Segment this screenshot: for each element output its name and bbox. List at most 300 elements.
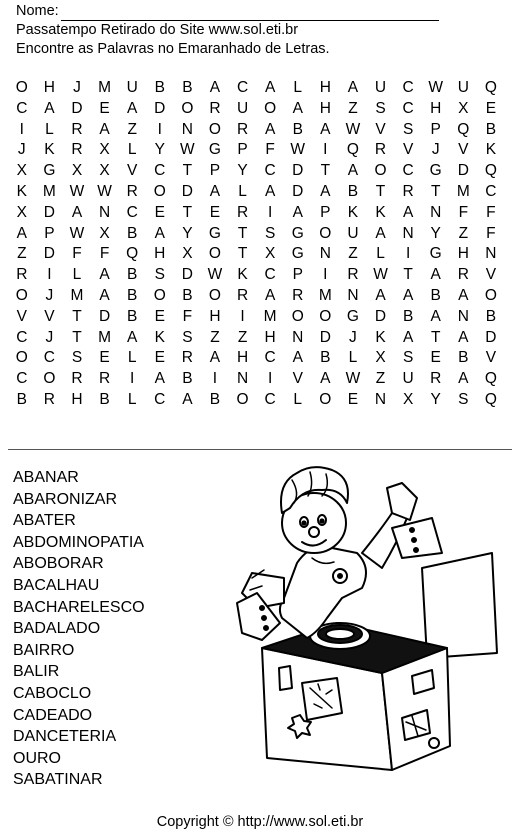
grid-letter[interactable]: F xyxy=(486,203,496,221)
grid-letter[interactable]: O xyxy=(15,79,28,96)
grid-letter[interactable]: W xyxy=(97,182,112,200)
grid-letter[interactable]: R xyxy=(402,182,414,200)
grid-letter[interactable]: Q xyxy=(484,162,497,180)
grid-letter[interactable]: R xyxy=(236,120,249,138)
grid-letter[interactable]: N xyxy=(292,328,304,346)
grid-letter[interactable]: H xyxy=(264,328,276,346)
grid-letter[interactable]: M xyxy=(98,328,112,346)
grid-letter[interactable]: D xyxy=(154,99,166,117)
grid-letter[interactable]: O xyxy=(15,286,28,304)
grid-letter[interactable]: B xyxy=(127,266,138,284)
grid-letter[interactable]: D xyxy=(292,182,304,200)
grid-letter[interactable]: F xyxy=(486,224,496,242)
grid-letter[interactable]: I xyxy=(267,203,273,221)
grid-letter[interactable]: A xyxy=(375,286,386,304)
copyright-footer: Copyright © http://www.sol.eti.br xyxy=(156,814,364,830)
grid-letter[interactable]: R xyxy=(71,141,83,159)
grid-letter[interactable]: K xyxy=(375,328,386,346)
grid-letter[interactable]: S xyxy=(458,390,469,408)
grid-letter[interactable]: P xyxy=(292,266,303,284)
grid-letter[interactable]: B xyxy=(347,182,359,200)
grid-letter[interactable]: E xyxy=(154,307,165,325)
grid-letter[interactable]: O xyxy=(374,162,387,180)
grid-letter[interactable]: V xyxy=(16,307,27,325)
grid-letter[interactable]: A xyxy=(127,99,138,117)
grid-letter[interactable]: H xyxy=(209,307,221,325)
grid-letter[interactable]: M xyxy=(98,79,112,96)
grid-letter[interactable]: O xyxy=(291,307,304,325)
grid-letter[interactable]: A xyxy=(209,79,221,96)
grid-letter[interactable]: C xyxy=(402,79,414,96)
grid-letter[interactable]: Z xyxy=(348,245,358,263)
grid-letter[interactable]: B xyxy=(182,370,193,388)
grid-letter[interactable]: Q xyxy=(484,370,497,388)
grid-letter[interactable]: R xyxy=(457,266,469,284)
grid-letter[interactable]: O xyxy=(153,286,166,304)
grid-letter[interactable]: T xyxy=(403,266,413,284)
word-list-item: ABATER xyxy=(13,512,76,530)
name-row xyxy=(16,2,439,21)
grid-letter[interactable]: C xyxy=(16,328,28,346)
grid-letter[interactable]: H xyxy=(43,79,55,96)
grid-letter[interactable]: I xyxy=(47,266,52,284)
grid-letter[interactable]: E xyxy=(485,99,497,117)
grid-letter[interactable]: R xyxy=(98,370,111,388)
grid-letter[interactable]: R xyxy=(374,141,387,159)
grid-letter[interactable]: A xyxy=(264,182,276,200)
grid-letter[interactable]: Q xyxy=(457,120,470,138)
grid-letter[interactable]: P xyxy=(44,224,55,242)
grid-letter[interactable]: A xyxy=(320,370,331,388)
grid-letter[interactable]: A xyxy=(16,224,27,242)
grid-letter[interactable]: D xyxy=(181,182,193,200)
grid-letter[interactable]: A xyxy=(430,307,441,325)
grid-letter[interactable]: E xyxy=(154,349,165,367)
grid-letter[interactable]: F xyxy=(99,245,110,263)
grid-letter[interactable]: P xyxy=(209,162,221,180)
grid-letter[interactable]: X xyxy=(99,162,110,180)
grid-letter[interactable]: U xyxy=(126,79,138,96)
grid-letter[interactable]: A xyxy=(320,120,331,138)
grid-letter[interactable]: B xyxy=(402,307,414,325)
grid-letter[interactable]: H xyxy=(457,245,469,263)
grid-letter[interactable]: R xyxy=(236,203,249,221)
grid-letter[interactable]: O xyxy=(319,307,332,325)
grid-letter[interactable]: T xyxy=(430,328,441,346)
grid-letter[interactable]: Q xyxy=(346,141,359,159)
grid-letter[interactable]: R xyxy=(236,286,249,304)
grid-letter[interactable]: A xyxy=(347,79,359,96)
grid-letter[interactable]: N xyxy=(181,120,193,138)
grid-letter[interactable]: G xyxy=(208,141,221,159)
grid-letter[interactable]: G xyxy=(291,224,304,242)
grid-letter[interactable]: T xyxy=(375,182,386,200)
grid-letter[interactable]: I xyxy=(130,370,135,388)
grid-letter[interactable]: X xyxy=(99,141,110,159)
grid-letter[interactable]: N xyxy=(374,390,387,408)
section-divider xyxy=(8,449,512,450)
grid-letter[interactable]: M xyxy=(318,286,332,304)
grid-letter[interactable]: B xyxy=(430,286,441,304)
grid-letter[interactable]: C xyxy=(264,349,276,367)
grid-letter[interactable]: N xyxy=(319,245,331,263)
grid-letter[interactable]: L xyxy=(238,182,247,200)
grid-letter[interactable]: S xyxy=(402,120,414,138)
grid-letter[interactable]: W xyxy=(345,370,361,388)
grid-letter[interactable]: W xyxy=(69,224,85,242)
grid-letter[interactable]: C xyxy=(154,162,166,180)
grid-letter[interactable]: Z xyxy=(210,328,220,346)
grid-letter[interactable]: K xyxy=(375,203,386,221)
grid-letter[interactable]: O xyxy=(153,182,166,200)
grid-letter[interactable]: E xyxy=(347,390,359,408)
grid-letter[interactable]: V xyxy=(127,162,138,180)
grid-letter[interactable]: O xyxy=(15,349,28,367)
grid-letter[interactable]: X xyxy=(99,224,110,242)
grid-letter[interactable]: A xyxy=(99,286,110,304)
grid-letter[interactable]: X xyxy=(182,245,193,263)
grid-letter[interactable]: H xyxy=(71,390,83,408)
grid-letter[interactable]: O xyxy=(264,99,277,117)
grid-letter[interactable]: L xyxy=(127,390,137,408)
grid-letter[interactable]: D xyxy=(71,99,83,117)
grid-letter[interactable]: S xyxy=(154,266,165,284)
grid-letter[interactable]: M xyxy=(42,182,56,200)
grid-letter[interactable]: A xyxy=(99,120,110,138)
grid-letter[interactable]: X xyxy=(71,162,83,180)
grid-letter[interactable]: W xyxy=(180,141,195,159)
grid-letter[interactable]: P xyxy=(320,203,331,221)
grid-letter[interactable]: O xyxy=(319,224,332,242)
grid-letter[interactable]: I xyxy=(240,307,245,325)
grid-letter[interactable]: E xyxy=(209,203,221,221)
grid-letter[interactable]: D xyxy=(292,162,304,180)
grid-letter[interactable]: D xyxy=(485,328,497,346)
grid-letter[interactable]: O xyxy=(236,390,249,408)
grid-letter[interactable]: O xyxy=(43,370,56,388)
grid-letter[interactable]: N xyxy=(485,245,497,263)
grid-letter[interactable]: L xyxy=(127,141,137,159)
grid-letter[interactable]: S xyxy=(375,99,386,117)
grid-letter[interactable]: I xyxy=(267,370,273,388)
grid-letter[interactable]: G xyxy=(291,245,304,263)
grid-letter[interactable]: A xyxy=(458,328,469,346)
grid-letter[interactable]: J xyxy=(431,141,440,159)
grid-letter[interactable]: X xyxy=(375,349,386,367)
grid-letter[interactable]: Q xyxy=(484,79,497,96)
word-list-item: BACALHAU xyxy=(13,576,100,594)
grid-letter[interactable]: G xyxy=(43,162,56,180)
grid-letter[interactable]: C xyxy=(16,99,28,117)
grid-letter[interactable]: U xyxy=(402,370,414,388)
word-list-item: DANCETERIA xyxy=(13,728,117,746)
grid-letter[interactable]: X xyxy=(16,162,27,180)
grid-letter[interactable]: T xyxy=(182,162,193,180)
grid-letter[interactable]: C xyxy=(43,349,55,367)
grid-letter[interactable]: R xyxy=(181,349,193,367)
grid-letter[interactable]: A xyxy=(264,120,276,138)
grid-letter[interactable]: S xyxy=(71,349,83,367)
grid-letter[interactable]: O xyxy=(208,286,221,304)
grid-letter[interactable]: R xyxy=(71,370,83,388)
grid-letter[interactable]: I xyxy=(323,266,328,284)
grid-letter[interactable]: A xyxy=(99,266,110,284)
grid-letter[interactable]: J xyxy=(45,328,54,346)
grid-letter[interactable]: C xyxy=(264,390,276,408)
grid-letter[interactable]: H xyxy=(430,99,442,117)
grid-letter[interactable]: D xyxy=(457,162,469,180)
grid-letter[interactable]: V xyxy=(292,370,303,388)
grid-letter[interactable]: U xyxy=(374,79,387,96)
grid-letter[interactable]: D xyxy=(374,307,387,325)
grid-letter[interactable]: O xyxy=(181,99,194,117)
grid-letter[interactable]: T xyxy=(320,162,331,180)
grid-letter[interactable]: L xyxy=(293,79,303,96)
grid-letter[interactable]: A xyxy=(182,390,193,408)
grid-letter[interactable]: H xyxy=(319,79,331,96)
grid-letter[interactable]: Z xyxy=(348,99,358,117)
grid-letter[interactable]: Y xyxy=(430,224,441,242)
grid-letter[interactable]: B xyxy=(127,224,138,242)
grid-letter[interactable]: G xyxy=(346,307,359,325)
grid-letter[interactable]: O xyxy=(208,120,221,138)
grid-letter[interactable]: Q xyxy=(484,390,497,408)
grid-letter[interactable]: J xyxy=(73,79,81,96)
grid-letter[interactable]: A xyxy=(458,286,469,304)
grid-letter[interactable]: V xyxy=(375,120,386,138)
grid-letter[interactable]: A xyxy=(320,182,331,200)
grid-letter[interactable]: T xyxy=(72,307,82,325)
grid-letter[interactable]: A xyxy=(402,328,414,346)
grid-letter[interactable]: H xyxy=(319,99,331,117)
grid-letter[interactable]: Y xyxy=(154,141,165,159)
grid-letter[interactable]: B xyxy=(320,349,331,367)
grid-letter[interactable]: A xyxy=(127,328,138,346)
grid-letter[interactable]: C xyxy=(402,99,414,117)
grid-letter[interactable]: N xyxy=(430,203,442,221)
grid-letter[interactable]: X xyxy=(458,99,469,117)
grid-letter[interactable]: B xyxy=(182,79,193,96)
grid-letter[interactable]: A xyxy=(292,349,303,367)
grid-letter[interactable]: S xyxy=(182,328,193,346)
grid-letter[interactable]: E xyxy=(99,349,110,367)
grid-letter[interactable]: T xyxy=(237,245,248,263)
grid-letter[interactable]: C xyxy=(264,162,276,180)
grid-letter[interactable]: N xyxy=(347,286,359,304)
grid-letter[interactable]: M xyxy=(263,307,277,325)
grid-letter[interactable]: I xyxy=(157,120,162,138)
word-list-item: ABARONIZAR xyxy=(13,490,118,508)
grid-letter[interactable]: W xyxy=(207,266,223,284)
grid-letter[interactable]: T xyxy=(182,203,193,221)
grid-letter[interactable]: K xyxy=(485,141,497,159)
grid-letter[interactable]: A xyxy=(458,370,469,388)
grid-letter[interactable]: Z xyxy=(17,245,27,263)
grid-letter[interactable]: A xyxy=(375,224,386,242)
grid-letter[interactable]: A xyxy=(44,99,55,117)
grid-letter[interactable]: Y xyxy=(430,390,441,408)
grid-letter[interactable]: Z xyxy=(237,328,248,346)
grid-letter[interactable]: V xyxy=(458,141,469,159)
grid-letter[interactable]: C xyxy=(154,390,166,408)
source-line: Passatempo Retirado do Site www.sol.eti.br xyxy=(16,22,299,38)
grid-letter[interactable]: L xyxy=(72,266,82,284)
grid-letter[interactable]: U xyxy=(457,79,469,96)
grid-letter[interactable]: A xyxy=(264,79,276,96)
grid-letter[interactable]: B xyxy=(485,307,497,325)
grid-letter[interactable]: D xyxy=(181,266,193,284)
grid-letter[interactable]: A xyxy=(292,203,303,221)
grid-letter[interactable]: F xyxy=(72,245,82,263)
grid-letter[interactable]: R xyxy=(347,266,359,284)
grid-letter[interactable]: C xyxy=(126,203,138,221)
grid-letter[interactable]: A xyxy=(292,99,303,117)
word-search-grid[interactable] xyxy=(8,78,514,411)
grid-letter[interactable]: G xyxy=(429,245,442,263)
grid-letter[interactable]: Z xyxy=(127,120,137,138)
grid-letter[interactable]: D xyxy=(43,245,55,263)
grid-letter[interactable]: L xyxy=(45,120,54,138)
grid-letter[interactable]: W xyxy=(373,266,388,284)
grid-letter[interactable]: R xyxy=(430,370,442,388)
grid-letter[interactable]: D xyxy=(98,307,111,325)
grid-letter[interactable]: A xyxy=(209,349,221,367)
grid-letter[interactable]: K xyxy=(347,203,359,221)
grid-letter[interactable]: I xyxy=(323,141,328,159)
grid-letter[interactable]: A xyxy=(71,203,83,221)
grid-letter[interactable]: V xyxy=(485,266,497,284)
grid-letter[interactable]: I xyxy=(19,120,24,138)
grid-letter[interactable]: U xyxy=(347,224,359,242)
grid-letter[interactable]: V xyxy=(402,141,414,159)
grid-letter[interactable]: G xyxy=(429,162,442,180)
grid-letter[interactable]: Q xyxy=(126,245,139,263)
grid-letter[interactable]: N xyxy=(98,203,111,221)
name-blank-line[interactable] xyxy=(61,6,439,21)
grid-letter[interactable]: B xyxy=(458,349,469,367)
grid-letter[interactable]: Y xyxy=(237,162,248,180)
grid-letter[interactable]: R xyxy=(209,99,221,117)
grid-letter[interactable]: T xyxy=(430,182,441,200)
grid-letter[interactable]: S xyxy=(402,349,414,367)
grid-letter[interactable]: B xyxy=(292,120,303,138)
grid-letter[interactable]: J xyxy=(17,141,26,159)
grid-letter[interactable]: G xyxy=(208,224,221,242)
grid-letter[interactable]: X xyxy=(16,203,27,221)
grid-letter[interactable]: O xyxy=(319,390,332,408)
grid-letter[interactable]: M xyxy=(70,286,84,304)
grid-letter[interactable]: F xyxy=(458,203,469,221)
grid-letter[interactable]: D xyxy=(319,328,331,346)
grid-letter[interactable]: B xyxy=(182,286,193,304)
grid-letter[interactable]: C xyxy=(236,79,249,96)
grid-letter[interactable]: X xyxy=(264,245,276,263)
word-list-item: BACHARELESCO xyxy=(13,598,145,616)
grid-letter[interactable]: K xyxy=(154,328,165,346)
grid-letter[interactable]: J xyxy=(45,286,54,304)
grid-letter[interactable]: V xyxy=(485,349,497,367)
grid-letter[interactable]: C xyxy=(485,182,497,200)
grid-letter[interactable]: Y xyxy=(182,224,193,242)
grid-letter[interactable]: K xyxy=(44,141,55,159)
grid-letter[interactable]: L xyxy=(127,349,137,367)
grid-letter[interactable]: E xyxy=(430,349,441,367)
grid-letter[interactable]: B xyxy=(99,390,110,408)
grid-letter[interactable]: P xyxy=(430,120,441,138)
grid-letter[interactable]: H xyxy=(236,349,249,367)
grid-letter[interactable]: K xyxy=(237,266,248,284)
grid-letter[interactable]: M xyxy=(456,182,470,200)
grid-letter[interactable]: N xyxy=(236,370,249,388)
grid-letter[interactable]: N xyxy=(402,224,414,242)
grid-letter[interactable]: O xyxy=(208,245,221,263)
grid-letter[interactable]: B xyxy=(127,286,138,304)
grid-letter[interactable]: A xyxy=(402,203,414,221)
grid-letter[interactable]: A xyxy=(430,266,441,284)
grid-letter[interactable]: R xyxy=(71,120,83,138)
grid-letter[interactable]: D xyxy=(43,203,55,221)
grid-letter[interactable]: I xyxy=(212,370,218,388)
grid-letter[interactable]: R xyxy=(292,286,304,304)
grid-letter[interactable]: K xyxy=(16,182,27,200)
grid-letter[interactable]: B xyxy=(485,120,497,138)
grid-letter[interactable]: C xyxy=(402,162,414,180)
grid-letter[interactable]: R xyxy=(43,390,55,408)
grid-letter[interactable]: T xyxy=(237,224,248,242)
grid-letter[interactable]: V xyxy=(44,307,55,325)
grid-letter[interactable]: P xyxy=(237,141,248,159)
grid-letter[interactable]: A xyxy=(154,224,165,242)
grid-letter[interactable]: W xyxy=(428,79,444,96)
grid-letter[interactable]: A xyxy=(264,286,276,304)
grid-letter[interactable]: J xyxy=(349,328,357,346)
grid-letter[interactable]: L xyxy=(376,245,385,263)
grid-letter[interactable]: B xyxy=(16,390,27,408)
grid-letter[interactable]: W xyxy=(69,182,85,200)
grid-letter[interactable]: S xyxy=(264,224,276,242)
grid-letter[interactable]: E xyxy=(99,99,110,117)
grid-letter[interactable]: A xyxy=(402,286,414,304)
grid-letter[interactable]: C xyxy=(264,266,276,284)
grid-letter[interactable]: F xyxy=(182,307,193,325)
grid-letter[interactable]: H xyxy=(154,245,166,263)
grid-letter[interactable]: A xyxy=(209,182,221,200)
grid-letter[interactable]: W xyxy=(290,141,306,159)
grid-letter[interactable]: X xyxy=(402,390,414,408)
grid-letter[interactable]: B xyxy=(209,390,221,408)
grid-letter[interactable]: R xyxy=(16,266,28,284)
grid-letter[interactable]: L xyxy=(293,390,303,408)
grid-letter[interactable]: C xyxy=(16,370,28,388)
grid-letter[interactable]: F xyxy=(265,141,275,159)
grid-letter[interactable]: E xyxy=(154,203,165,221)
grid-letter[interactable]: Z xyxy=(458,224,469,242)
grid-letter[interactable]: R xyxy=(126,182,138,200)
grid-letter[interactable]: O xyxy=(484,286,497,304)
grid-letter[interactable]: W xyxy=(345,120,361,138)
grid-letter[interactable]: B xyxy=(154,79,165,96)
grid-letter[interactable]: A xyxy=(347,162,359,180)
grid-letter[interactable]: I xyxy=(405,245,411,263)
grid-letter[interactable]: U xyxy=(236,99,249,117)
grid-letter[interactable]: L xyxy=(348,349,358,367)
grid-letter[interactable]: T xyxy=(72,328,82,346)
grid-letter[interactable]: N xyxy=(457,307,469,325)
grid-letter[interactable]: A xyxy=(154,370,165,388)
name-label: Nome: xyxy=(16,3,59,19)
grid-letter[interactable]: Z xyxy=(375,370,386,388)
grid-letter[interactable]: B xyxy=(127,307,138,325)
